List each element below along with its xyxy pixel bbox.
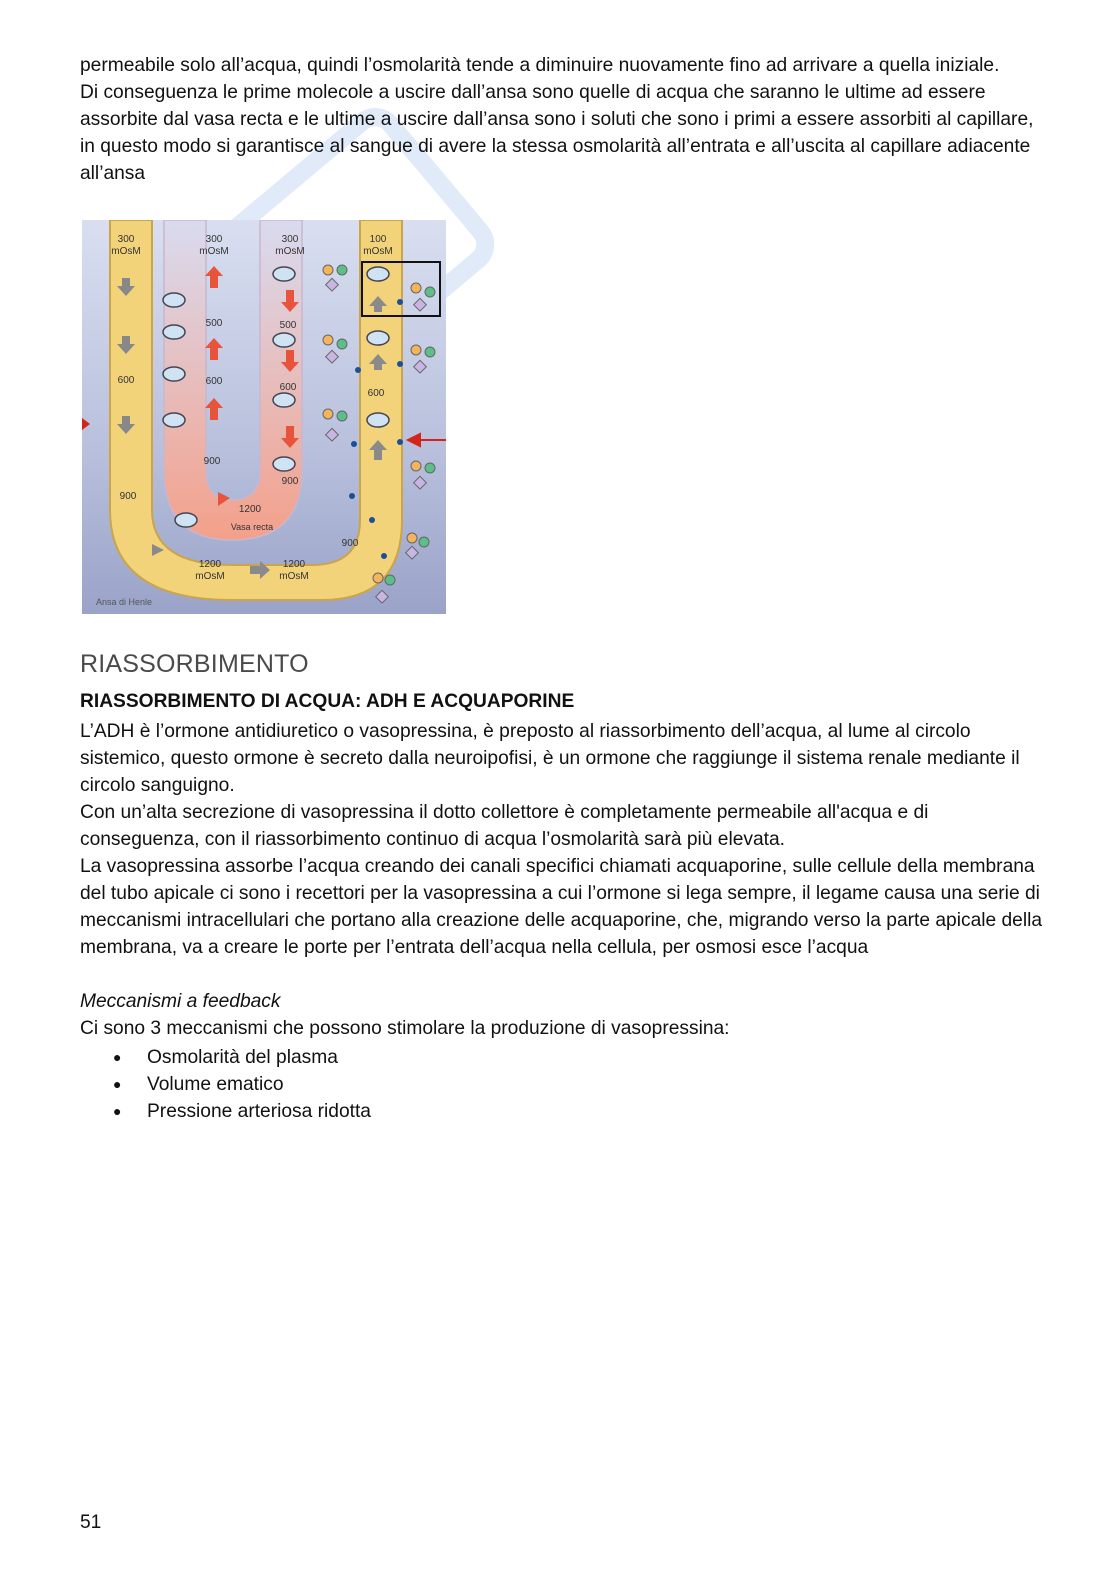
countercurrent-diagram (82, 220, 446, 614)
label-900-1: 900 (203, 456, 221, 467)
label-line: 1200 (282, 559, 306, 570)
label-line: 300 (117, 234, 135, 245)
label-line: mOsM (195, 571, 225, 582)
label-line: 100 (369, 234, 387, 245)
label-600-2: 600 (205, 376, 223, 387)
feedback-list (80, 1044, 371, 1125)
label-600-4: 600 (367, 388, 385, 399)
label-900-4: 900 (341, 538, 359, 549)
label-bottom-1 (195, 559, 224, 582)
label-line: 300 (205, 234, 223, 245)
label-line: 1200 (198, 559, 222, 570)
label-line: mOsM (199, 246, 229, 257)
adh-paragraph: L’ADH è l’ormone antidiuretico o vasopressina, è preposto al riassorbimento dell’acqua, al lume al circolo sistemico, questo ormone è secreto dalla neuroipofisi, è un ormone che raggiunge il sistema renale mediante il circolo sanguigno. Con un’alta secrezione di vasopressina il dotto collettore è completamente permeabile all'acqua e di conseguenza, con il riassorbimento continuo di acqua l’osmolarità sarà più elevata. La vasopressina assorbe l’acqua creando dei canali specifici chiamati acquaporine, sulle cellule della membrana del tubo apicale ci sono i recettori per la vasopressina a cui l’ormone si lega sempre, il legame causa una serie di meccanismi intracellulari che portano alla creazione delle acquaporine, che, migrando verso la parte apicale della membrana, va a creare le porte per l’entrata dell’acqua nella cellula, per osmosi esce l’acqua (80, 721, 1043, 958)
label-line: mOsM (275, 246, 305, 257)
section-subheading: RIASSORBIMENTO DI ACQUA: ADH E ACQUAPORINE (80, 691, 575, 712)
label-bottom-2 (279, 559, 308, 582)
label-vasa-recta: Vasa recta (230, 522, 274, 532)
page-number: 51 (80, 1512, 102, 1533)
label-600-3: 600 (279, 382, 297, 393)
feedback-heading: Meccanismi a feedback (80, 991, 281, 1012)
label-line: mOsM (111, 246, 141, 257)
label-1200: 1200 (238, 504, 262, 515)
label-line: mOsM (279, 571, 309, 582)
intro-paragraph: permeabile solo all’acqua, quindi l’osmolarità tende a diminuire nuovamente fino ad arrivare a quella iniziale. Di conseguenza le prime molecole a uscire dall’ansa sono quelle di acqua che saranno le ultime ad essere assorbite dal vasa recta e le ultime a uscire dall’ansa sono i soluti che sono i primi a essere assorbiti al capillare, in questo modo si garantisce al sangue di avere la stessa osmolarità all’entrata e all’uscita al capillare adiacente all’ansa (80, 55, 1034, 184)
label-500-right: 500 (279, 320, 297, 331)
feedback-lead: Ci sono 3 meccanismi che possono stimolare la produzione di vasopressina: (80, 1018, 730, 1039)
list-item: ● Osmolarità del plasma (80, 1044, 371, 1071)
label-ansa: Ansa di Henle (96, 597, 153, 607)
label-900-2: 900 (281, 476, 299, 487)
label-500-left: 500 (205, 318, 223, 329)
section-heading: RIASSORBIMENTO (80, 650, 309, 678)
list-item: ● Pressione arteriosa ridotta (80, 1098, 371, 1125)
label-900-3: 900 (119, 491, 137, 502)
list-item: ● Volume ematico (80, 1071, 371, 1098)
label-600-1: 600 (117, 375, 135, 386)
label-line: mOsM (363, 246, 393, 257)
label-line: 300 (281, 234, 299, 245)
